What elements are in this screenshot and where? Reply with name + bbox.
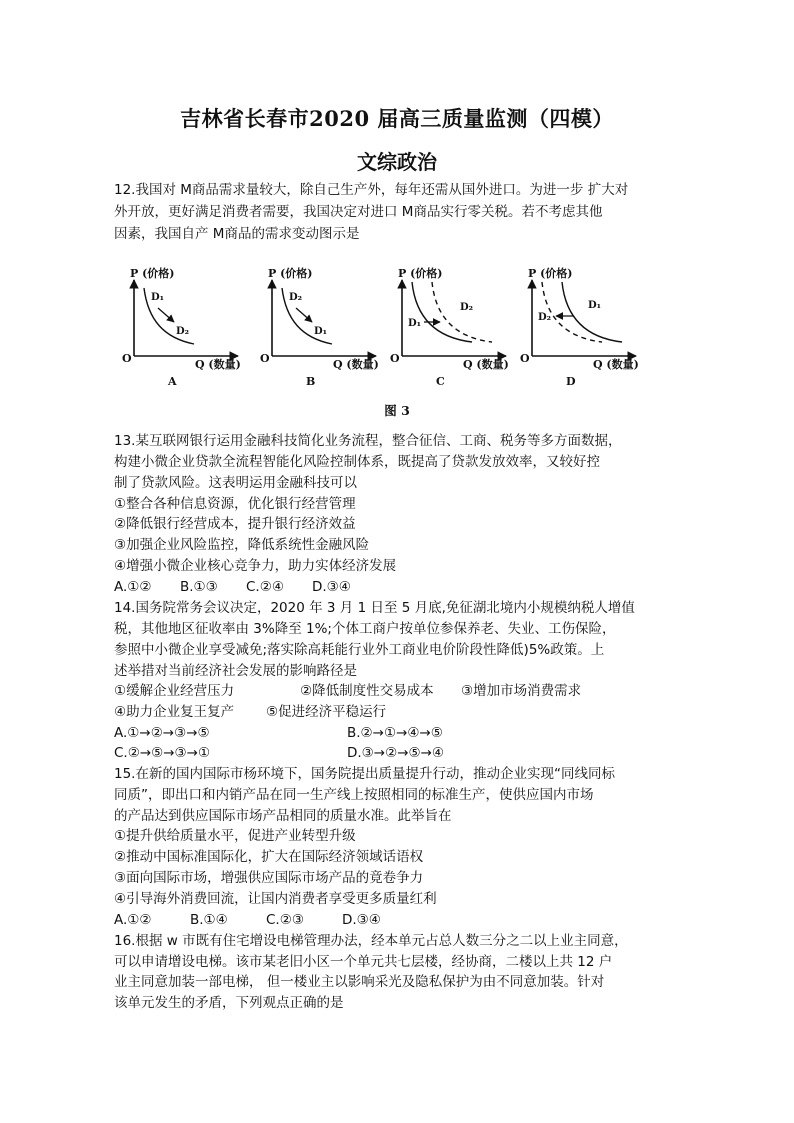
- curve-label-left: D₂: [538, 312, 552, 323]
- q15-item-3: ③面向国际市场，增强供应国际市场产品的竟卷争力: [114, 870, 424, 886]
- q16-line-4: 该单元发生的矛盾，下列观点正确的是: [114, 995, 344, 1011]
- origin-label: O: [260, 352, 270, 365]
- curve-label-left: D₁: [408, 318, 422, 329]
- price-axis-label: P (价格): [528, 267, 573, 280]
- q15-options: [114, 910, 381, 930]
- quantity-axis-label: Q (数量): [463, 358, 509, 371]
- q13-options: [114, 577, 351, 597]
- q13-option-b[interactable]: B.①③: [180, 579, 218, 595]
- page-title: 吉林省长春市2020 届高三质量监测（四模）: [180, 106, 614, 131]
- q14-line-3: 参照中小微企业享受减免;落实除高耗能行业外工商业电价阶段性降低)5%政策。上: [114, 642, 605, 658]
- q12-line-3: 因素，我国自产 M商品的需求变动图示是: [114, 226, 360, 242]
- demand-curve-figure: [120, 258, 660, 390]
- curve-label-end: D₁: [314, 326, 328, 337]
- q12-line-1: 12.我国对 M商品需求量较大，除自己生产外，每年还需从国外进口。为进一步 扩大对: [114, 182, 629, 198]
- q14-item-4: ④助力企业复王复产: [114, 704, 235, 720]
- price-axis-label: P (价格): [398, 267, 443, 280]
- q14-options-row-1: [114, 723, 443, 743]
- q13-option-a[interactable]: A.①②: [114, 579, 152, 595]
- q12-line-2: 外开放，更好满足消费者需要，我国决定对进口 M商品实行零关税。若不考虑其他: [114, 204, 603, 220]
- q14-items-row-1: [114, 681, 581, 701]
- q16-line-2: 可以申请增设电梯。该市某老旧小区一个单元共七层楼，经协商，二楼以上共 12 户: [114, 954, 613, 970]
- quantity-axis-label: Q (数量): [333, 358, 379, 371]
- panel-letter: B: [306, 375, 316, 388]
- q13-option-d[interactable]: D.③④: [312, 579, 351, 595]
- price-axis-label: P (价格): [130, 267, 175, 280]
- curve-label-end: D₂: [176, 326, 190, 337]
- q13-item-2: ②降低银行经营成本，提升银行经济效益: [114, 516, 356, 532]
- q15-line-3: 的产品达到供应国际市场产品相同的质量水准。此举旨在: [114, 808, 452, 824]
- curve-label-right: D₁: [588, 300, 602, 311]
- q13-line-2: 构建小微企业贷款全流程智能化风险控制体系，既提高了贷款发放效率，又较好控: [114, 454, 600, 470]
- q15-item-2: ②推动中国标准国际化，扩大在国际经济领域话语权: [114, 849, 424, 865]
- panel-letter: A: [168, 375, 177, 388]
- q14-item-3: ③增加市场消费需求: [461, 683, 582, 699]
- origin-label: O: [390, 352, 400, 365]
- q14-option-a[interactable]: A.①→②→③→⑤: [114, 725, 210, 741]
- origin-label: O: [122, 352, 132, 365]
- demand-curve-solid: [562, 282, 622, 342]
- curve-label-start: D₁: [151, 292, 165, 303]
- q13-item-3: ③加强企业风险监控，降低系统性金融风险: [114, 537, 370, 553]
- q13-line-1: 13.某互联网银行运用金融科技简化业务流程，整合征信、工商、税务等多方面数据，: [114, 433, 622, 449]
- q15-line-2: 同质”，即出口和内销产品在同一生产线上按照相同的标准生产，使供应国内市场: [114, 787, 594, 803]
- q13-option-c[interactable]: C.②④: [246, 579, 284, 595]
- q13-line-3: 制了贷款风险。这表明运用金融科技可以: [114, 475, 357, 491]
- q13-item-1: ①整合各种信息资源，优化银行经营管理: [114, 496, 356, 512]
- panel-letter: C: [436, 375, 445, 388]
- q14-item-2: ②降低制度性交易成本: [300, 683, 434, 699]
- q14-line-1: 14.国务院常务会议决定，2020 年 3 月 1 日至 5 月底,免征湖北境内小规模纳税人增值: [114, 600, 635, 616]
- q14-items-row-2: [114, 702, 386, 722]
- q13-item-4: ④增强小微企业核心竞争力，助力实体经济发展: [114, 558, 397, 574]
- curve-label-start: D₂: [289, 292, 303, 303]
- q14-option-d[interactable]: D.③→②→⑤→④: [347, 745, 445, 761]
- q14-options-row-2: [114, 743, 444, 763]
- q15-line-1: 15.在新的国内国际市杨环境下，国务院提出质量提升行动，推动企业实现“同线同标: [114, 766, 615, 782]
- q15-option-b[interactable]: B.①④: [190, 912, 228, 928]
- q14-line-4: 述举措对当前经济社会发展的影响路径是: [114, 663, 357, 679]
- q16-line-3: 业主同意加装一部电梯， 但一楼业主以影响采光及隐私保护为由不同意加装。针对: [114, 974, 605, 990]
- quantity-axis-label: Q (数量): [195, 358, 241, 371]
- movement-arrow: [158, 308, 174, 322]
- price-axis-label: P (价格): [268, 267, 313, 280]
- q14-item-5: ⑤促进经济平稳运行: [266, 704, 387, 720]
- q15-item-1: ①提升供给质量水平，促进产业转型升级: [114, 828, 356, 844]
- quantity-axis-label: Q (数量): [593, 358, 639, 371]
- q15-item-4: ④引导海外消费回流，让国内消费者享受更多质量红利: [114, 891, 437, 907]
- page-subtitle: 文综政治: [357, 150, 437, 174]
- q15-option-d[interactable]: D.③④: [342, 912, 381, 928]
- q14-line-2: 税，其他地区征收率由 3%降至 1%;个体工商户按单位参保养老、失业、工伤保险，: [114, 621, 616, 637]
- curve-label-right: D₂: [460, 302, 474, 313]
- q15-option-a[interactable]: A.①②: [114, 912, 152, 928]
- panel-letter: D: [566, 375, 576, 388]
- q14-item-1: ①缓解企业经营压力: [114, 683, 235, 699]
- origin-label: O: [520, 352, 530, 365]
- q15-option-c[interactable]: C.②③: [266, 912, 304, 928]
- movement-arrow: [296, 308, 312, 322]
- q14-option-b[interactable]: B.②→①→④→⑤: [347, 725, 443, 741]
- q14-option-c[interactable]: C.②→⑤→③→①: [114, 745, 211, 761]
- q16-line-1: 16.根据 w 市既有住宅增设电梯管理办法，经本单元占总人数三分之二以上业主同意，: [114, 933, 628, 949]
- figure-caption: 图 3: [384, 403, 410, 418]
